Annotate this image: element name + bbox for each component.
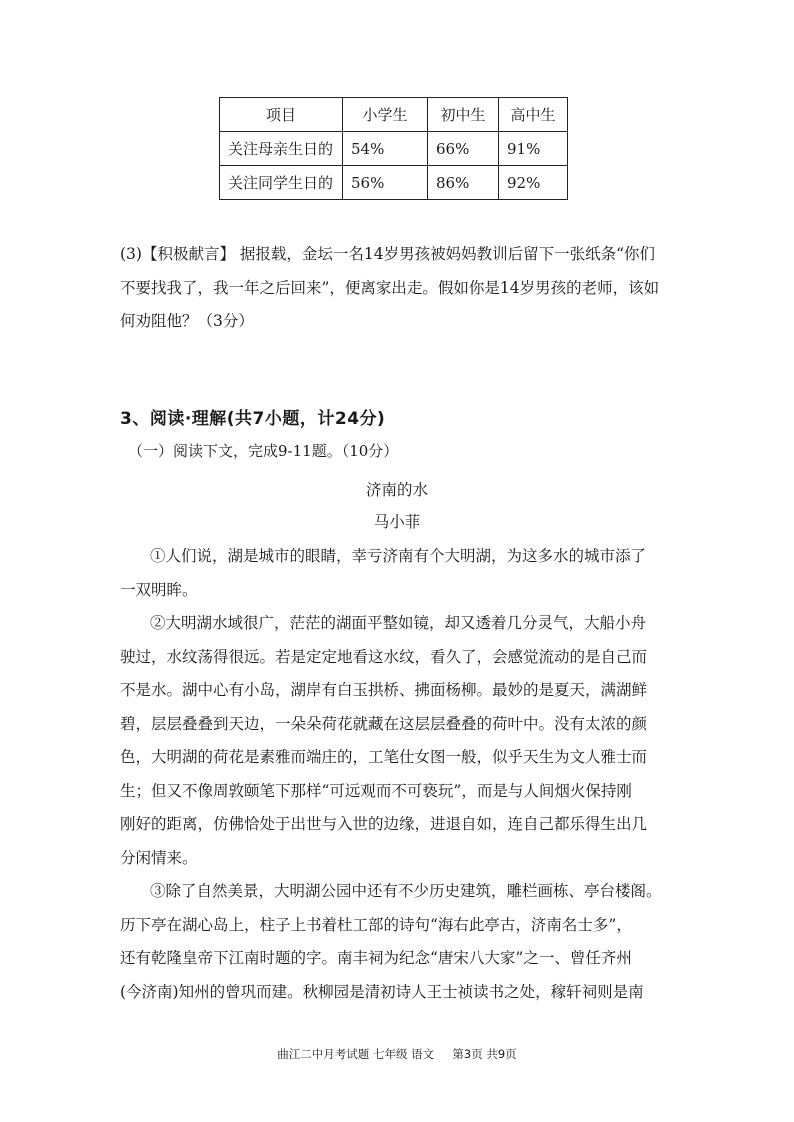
paragraph-line: 刚好的距离，仿佛恰处于出世与入世的边缘，进退自如，连自己都乐得生出几 [120,815,648,833]
table-row [220,132,568,166]
table-cell: 66% [428,132,499,166]
page-footer: 曲江二中月考试题 七年级 语文 第3页 共9页 [277,1047,517,1061]
paragraph-line: 不是水。湖中心有小岛，湖岸有白玉拱桥、拂面杨柳。最妙的是夏天，满湖鲜 [120,681,648,699]
survey-table [219,97,568,200]
question-line: (3)【积极献言】 据报载，金坛一名14岁男孩被妈妈教训后留下一张纸条“你们 [120,245,656,263]
question-line: 不要找我了，我一年之后回来”，便离家出走。假如你是14岁男孩的老师，该如 [120,278,660,297]
paragraph-line: 碧，层层叠叠到天边，一朵朵荷花就藏在这层层叠叠的荷叶中。没有太浓的颜 [120,714,648,733]
table-row [220,166,568,200]
section-title: 3、阅读·理解(共7小题，计24分) [120,409,386,429]
table-header-cell: 小学生 [343,98,428,132]
article-body [120,540,690,1009]
table-header-row [220,98,568,132]
paragraph-line: 生；但又不像周敦颐笔下那样“可远观而不可亵玩”，而是与人间烟火保持刚 [120,781,632,800]
table-header-cell: 项目 [220,98,343,132]
question-3 [120,238,690,339]
paragraph-line: 分闲情来。 [120,848,198,867]
article-author: 马小菲 [373,513,421,531]
table-header-cell: 高中生 [499,98,568,132]
question-line: 何劝阻他？（3分） [120,312,254,330]
paragraph-line: ②大明湖水域很广，茫茫的湖面平整如镜，却又透着几分灵气，大船小舟 [150,614,647,632]
article-title: 济南的水 [365,481,428,499]
paragraph-line: 色，大明湖的荷花是素雅而端庄的，工笔仕女图一般，似乎天生为文人雅士而 [120,748,648,766]
paragraph-line: 还有乾隆皇帝下江南时题的字。南丰祠为纪念“唐宋八大家”之一、曾任齐州 [120,949,632,967]
paragraph-line: 历下亭在湖心岛上，柱子上书着杜工部的诗句“海右此亭古，济南名士多”， [120,915,632,934]
paragraph-line: 一双明眸。 [120,580,198,599]
table-cell: 关注母亲生日的 [220,132,343,166]
table-cell: 92% [499,166,568,200]
table-cell: 54% [343,132,428,166]
section-instruction: （一）阅读下文，完成9-11题。（10分） [128,442,399,460]
paragraph-line: (今济南)知州的曾巩而建。秋柳园是清初诗人王士祯读书之处，稼轩祠则是南 [120,982,644,1001]
table-cell: 56% [343,166,428,200]
table-cell: 86% [428,166,499,200]
paragraph-line: ③除了自然美景，大明湖公园中还有不少历史建筑，雕栏画栋、亭台楼阁。 [150,882,662,900]
table-cell: 关注同学生日的 [220,166,343,200]
paragraph-line: 驶过，水纹荡得很远。若是定定地看这水纹，看久了，会感觉流动的是自己而 [120,647,648,666]
table-cell: 91% [499,132,568,166]
paragraph-line: ①人们说，湖是城市的眼睛，幸亏济南有个大明湖，为这多水的城市添了 [150,547,647,565]
table-header-cell: 初中生 [428,98,499,132]
